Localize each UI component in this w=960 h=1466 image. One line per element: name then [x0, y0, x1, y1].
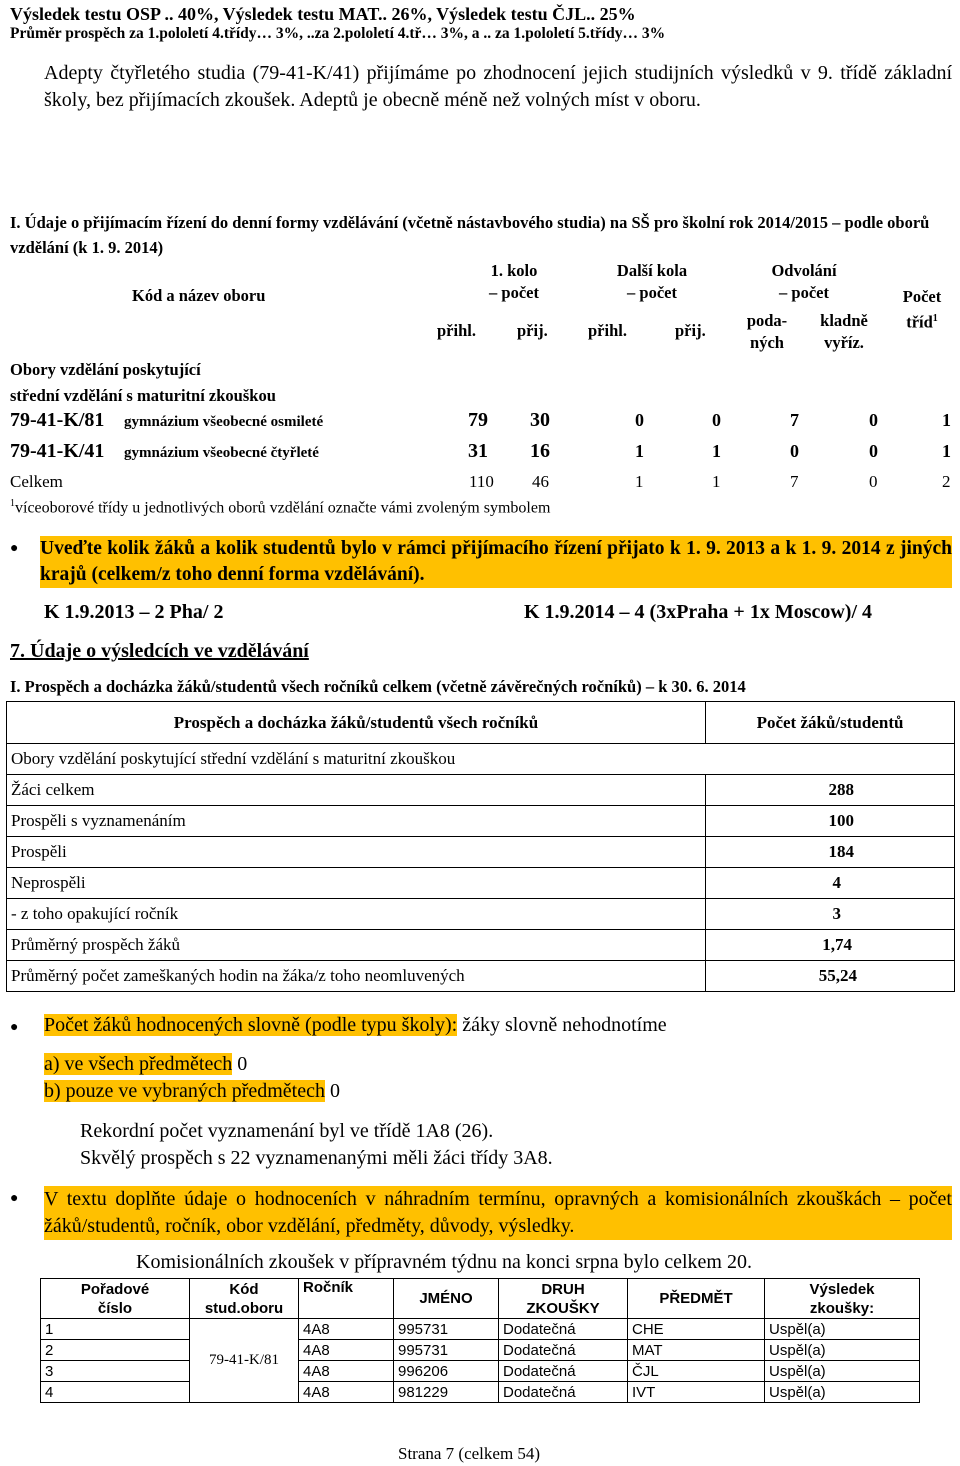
bullet2-note1: Rekordní počet vyznamenání byl ve třídě 1A8 (26). [80, 1120, 494, 1142]
bullet1-text: Uveďte kolik žáků a kolik studentů bylo v rámci přijímacího řízení přijato k 1. 9. 2013 a k 1. 9. 2014 z jiných krajů (celkem/z toho denní forma vzdělávání). [40, 536, 952, 588]
bullet2-note2: Skvělý prospěch s 22 vyznamenanými měli žáci třídy 3A8. [80, 1147, 553, 1169]
bullet2-rest: žáky slovně nehodnotíme [457, 1014, 667, 1036]
section7-heading: 7. Údaje o výsledcích ve vzdělávání [10, 640, 309, 662]
table-row [7, 868, 955, 899]
row-label: Neprospěli [7, 868, 706, 899]
adm-cell: 30 [530, 409, 550, 431]
col-dalsi-sub: – počet [627, 283, 677, 302]
adm-cell: 1 [942, 410, 951, 430]
exams-th: PŘEDMĚT [628, 1279, 765, 1319]
table-row [41, 1319, 920, 1340]
adm-row-code: Celkem [10, 472, 63, 491]
row-value: 55,24 [706, 961, 955, 992]
table-row [41, 1340, 920, 1361]
row-label: Prospěli s vyznamenáním [7, 806, 706, 837]
bullet2-line [44, 1014, 667, 1037]
col-pocet-sup: 1 [932, 313, 938, 324]
adm-cell: 79 [468, 409, 488, 431]
results-table [6, 701, 955, 992]
bullet1-right: K 1.9.2014 – 4 (3xPraha + 1x Moscow)/ 4 [524, 601, 873, 623]
header-line1: Výsledek testu OSP .. 40%, Výsledek testu MAT.. 26%, Výsledek testu ČJL.. 25% [10, 4, 636, 24]
exams-th: JMÉNO [394, 1279, 499, 1319]
col-pocet-header [896, 286, 948, 334]
adm-cell: 2 [942, 472, 951, 491]
exams-th: DRUH ZKOUŠKY [499, 1279, 628, 1319]
adm-cell: 110 [469, 472, 494, 491]
exams-cell: Uspěl(a) [765, 1361, 920, 1382]
bullet2-a [44, 1053, 247, 1076]
bullet-dot: ● [10, 1020, 19, 1035]
adm-row-name: gymnázium všeobecné čtyřleté [124, 445, 319, 461]
sub-prij-2: přij. [675, 321, 706, 340]
footnote-sup: 1 [10, 498, 15, 509]
results-th-left: Prospěch a docházka žáků/studentů všech ročníků [7, 702, 706, 744]
adm-row-code: 79-41-K/81 [10, 409, 105, 431]
adm-row [10, 440, 955, 468]
adm-cell: 16 [530, 440, 550, 462]
exams-cell: Uspěl(a) [765, 1340, 920, 1361]
results-group: Obory vzdělání poskytující střední vzdělání s maturitní zkouškou [7, 744, 955, 775]
adm-cell: 1 [712, 472, 721, 491]
exams-cell: Uspěl(a) [765, 1382, 920, 1403]
exams-cell: MAT [628, 1340, 765, 1361]
exams-th: Kód stud.oboru [190, 1279, 299, 1319]
footnote-text: víceoborové třídy u jednotlivých oborů vzdělání označte vámi zvoleným symbolem [15, 499, 551, 517]
exams-cell: CHE [628, 1319, 765, 1340]
bullet-dot: ● [10, 1191, 19, 1206]
bullet2-b [44, 1080, 340, 1103]
table-row [7, 806, 955, 837]
adm-row-total [10, 471, 955, 497]
sub-prihl-2: přihl. [588, 321, 627, 340]
sub-prihl-1: přihl. [437, 321, 476, 340]
adm-cell: 1 [712, 441, 721, 461]
table-row [41, 1361, 920, 1382]
row-value: 288 [706, 775, 955, 806]
bullet1-left: K 1.9.2013 – 2 Pha/ 2 [44, 601, 224, 623]
table-row [7, 961, 955, 992]
exams-th: Pořadové číslo [41, 1279, 190, 1319]
table-row [7, 837, 955, 868]
row-value: 4 [706, 868, 955, 899]
adm-cell: 1 [635, 441, 644, 461]
exams-table [40, 1278, 920, 1403]
adm-cell: 0 [635, 410, 644, 430]
exams-cell: 3 [41, 1361, 190, 1382]
bullet2-b-value: 0 [325, 1080, 340, 1102]
bullet2-highlight: Počet žáků hodnocených slovně (podle typu školy): [44, 1014, 458, 1036]
bullet2-b-label: b) pouze ve vybraných předmětech [44, 1080, 325, 1102]
exams-cell: 4A8 [299, 1361, 394, 1382]
exams-cell: 4A8 [299, 1382, 394, 1403]
adm-cell: 0 [869, 472, 878, 491]
exams-th: Ročník [299, 1279, 394, 1319]
row-value: 1,74 [706, 930, 955, 961]
footnote [10, 498, 550, 517]
col-pocet-label: Počet tříd [902, 287, 942, 332]
col-kolo1-label: 1. kolo [490, 261, 538, 280]
exams-cell: Uspěl(a) [765, 1319, 920, 1340]
bullet2-a-value: 0 [232, 1053, 248, 1075]
exams-cell: 995731 [394, 1319, 499, 1340]
adm-cell: 31 [468, 440, 488, 462]
row-value: 184 [706, 837, 955, 868]
exams-cell: 1 [41, 1319, 190, 1340]
bullet3-caption: Komisionálních zkoušek v přípravném týdnu na konci srpna bylo celkem 20. [136, 1251, 752, 1273]
intro-paragraph: Adepty čtyřletého studia (79-41-K/41) přijímáme po zhodnocení jejich studijních výsledků v 9. třídě základní školy, bez přijímacích zkoušek. Adeptů je obecně méně než volných míst v oboru. [44, 62, 952, 111]
col-odvolani-label: Odvolání [771, 261, 837, 280]
adm-cell: 7 [790, 472, 799, 491]
exams-cell: Dodatečná [499, 1361, 628, 1382]
section1-heading: I. Údaje o přijímacím řízení do denní formy vzdělávání (včetně nástavbového studia) na SŠ pro školní rok 2014/2015 – podle oborů vzdělání (k 1. 9. 2014) [10, 213, 930, 257]
table-row [7, 930, 955, 961]
exams-cell: 4 [41, 1382, 190, 1403]
exams-cell: Dodatečná [499, 1340, 628, 1361]
section7-subheading: I. Prospěch a docházka žáků/studentů všech ročníků celkem (včetně závěrečných ročníků) – k 30. 6. 2014 [10, 677, 746, 696]
row-value: 100 [706, 806, 955, 837]
exams-cell: Dodatečná [499, 1319, 628, 1340]
adm-cell: 0 [790, 441, 799, 461]
bullet-dot: ● [10, 541, 19, 556]
col-odvolani-sub: – počet [779, 283, 829, 302]
col-code-header: Kód a název oboru [132, 286, 266, 305]
adm-cell: 1 [942, 441, 951, 461]
exams-cell: 4A8 [299, 1340, 394, 1361]
adm-cell: 0 [869, 410, 878, 430]
sub-prij-1: přij. [517, 321, 548, 340]
row-label: Prospěli [7, 837, 706, 868]
row-label: Průměrný prospěch žáků [7, 930, 706, 961]
table-row [7, 899, 955, 930]
sub-podanych: poda- ných [746, 311, 788, 352]
col-kolo1-sub: – počet [489, 283, 539, 302]
row-label: Průměrný počet zameškaných hodin na žáka/z toho neomluvených [7, 961, 706, 992]
exams-code: 79-41-K/81 [190, 1319, 299, 1403]
page-number: Strana 7 (celkem 54) [398, 1444, 541, 1463]
adm-cell: 7 [790, 410, 799, 430]
adm-row-name: gymnázium všeobecné osmileté [124, 414, 324, 430]
exams-cell: 995731 [394, 1340, 499, 1361]
row-value: 3 [706, 899, 955, 930]
adm-row [10, 409, 955, 437]
header-line2: Průměr prospěch za 1.pololetí 4.třídy… 3%, ..za 2.pololetí 4.tř… 3%, a .. za 1.pololetí 5.třídy… 3% [10, 25, 666, 42]
exams-cell: IVT [628, 1382, 765, 1403]
adm-cell: 46 [532, 472, 549, 491]
sub-kladne: kladně vyříz. [820, 311, 868, 352]
row-label: Žáci celkem [7, 775, 706, 806]
exams-cell: 2 [41, 1340, 190, 1361]
table-row [41, 1382, 920, 1403]
adm-row-code: 79-41-K/41 [10, 440, 105, 462]
adm-cell: 0 [712, 410, 721, 430]
table-row [7, 775, 955, 806]
adm-cell: 0 [869, 441, 878, 461]
exams-cell: Dodatečná [499, 1382, 628, 1403]
exams-cell: 4A8 [299, 1319, 394, 1340]
exams-cell: 996206 [394, 1361, 499, 1382]
group-label: Obory vzdělání poskytující střední vzdělání s maturitní zkouškou [10, 360, 276, 405]
row-label: - z toho opakující ročník [7, 899, 706, 930]
col-odvolani-header [714, 260, 894, 304]
adm-cell: 1 [635, 472, 644, 491]
exams-th: Výsledek zkoušky: [765, 1279, 920, 1319]
col-dalsi-label: Další kola [616, 261, 688, 280]
results-th-right: Počet žáků/studentů [706, 702, 955, 744]
bullet2-a-label: a) ve všech předmětech [44, 1053, 233, 1075]
exams-cell: ČJL [628, 1361, 765, 1382]
bullet3-text: V textu doplňte údaje o hodnoceních v náhradním termínu, opravných a komisionálních zkouškách – počet žáků/studentů, ročník, obor vzdělání, předměty, důvody, výsledky. [44, 1186, 952, 1240]
exams-cell: 981229 [394, 1382, 499, 1403]
